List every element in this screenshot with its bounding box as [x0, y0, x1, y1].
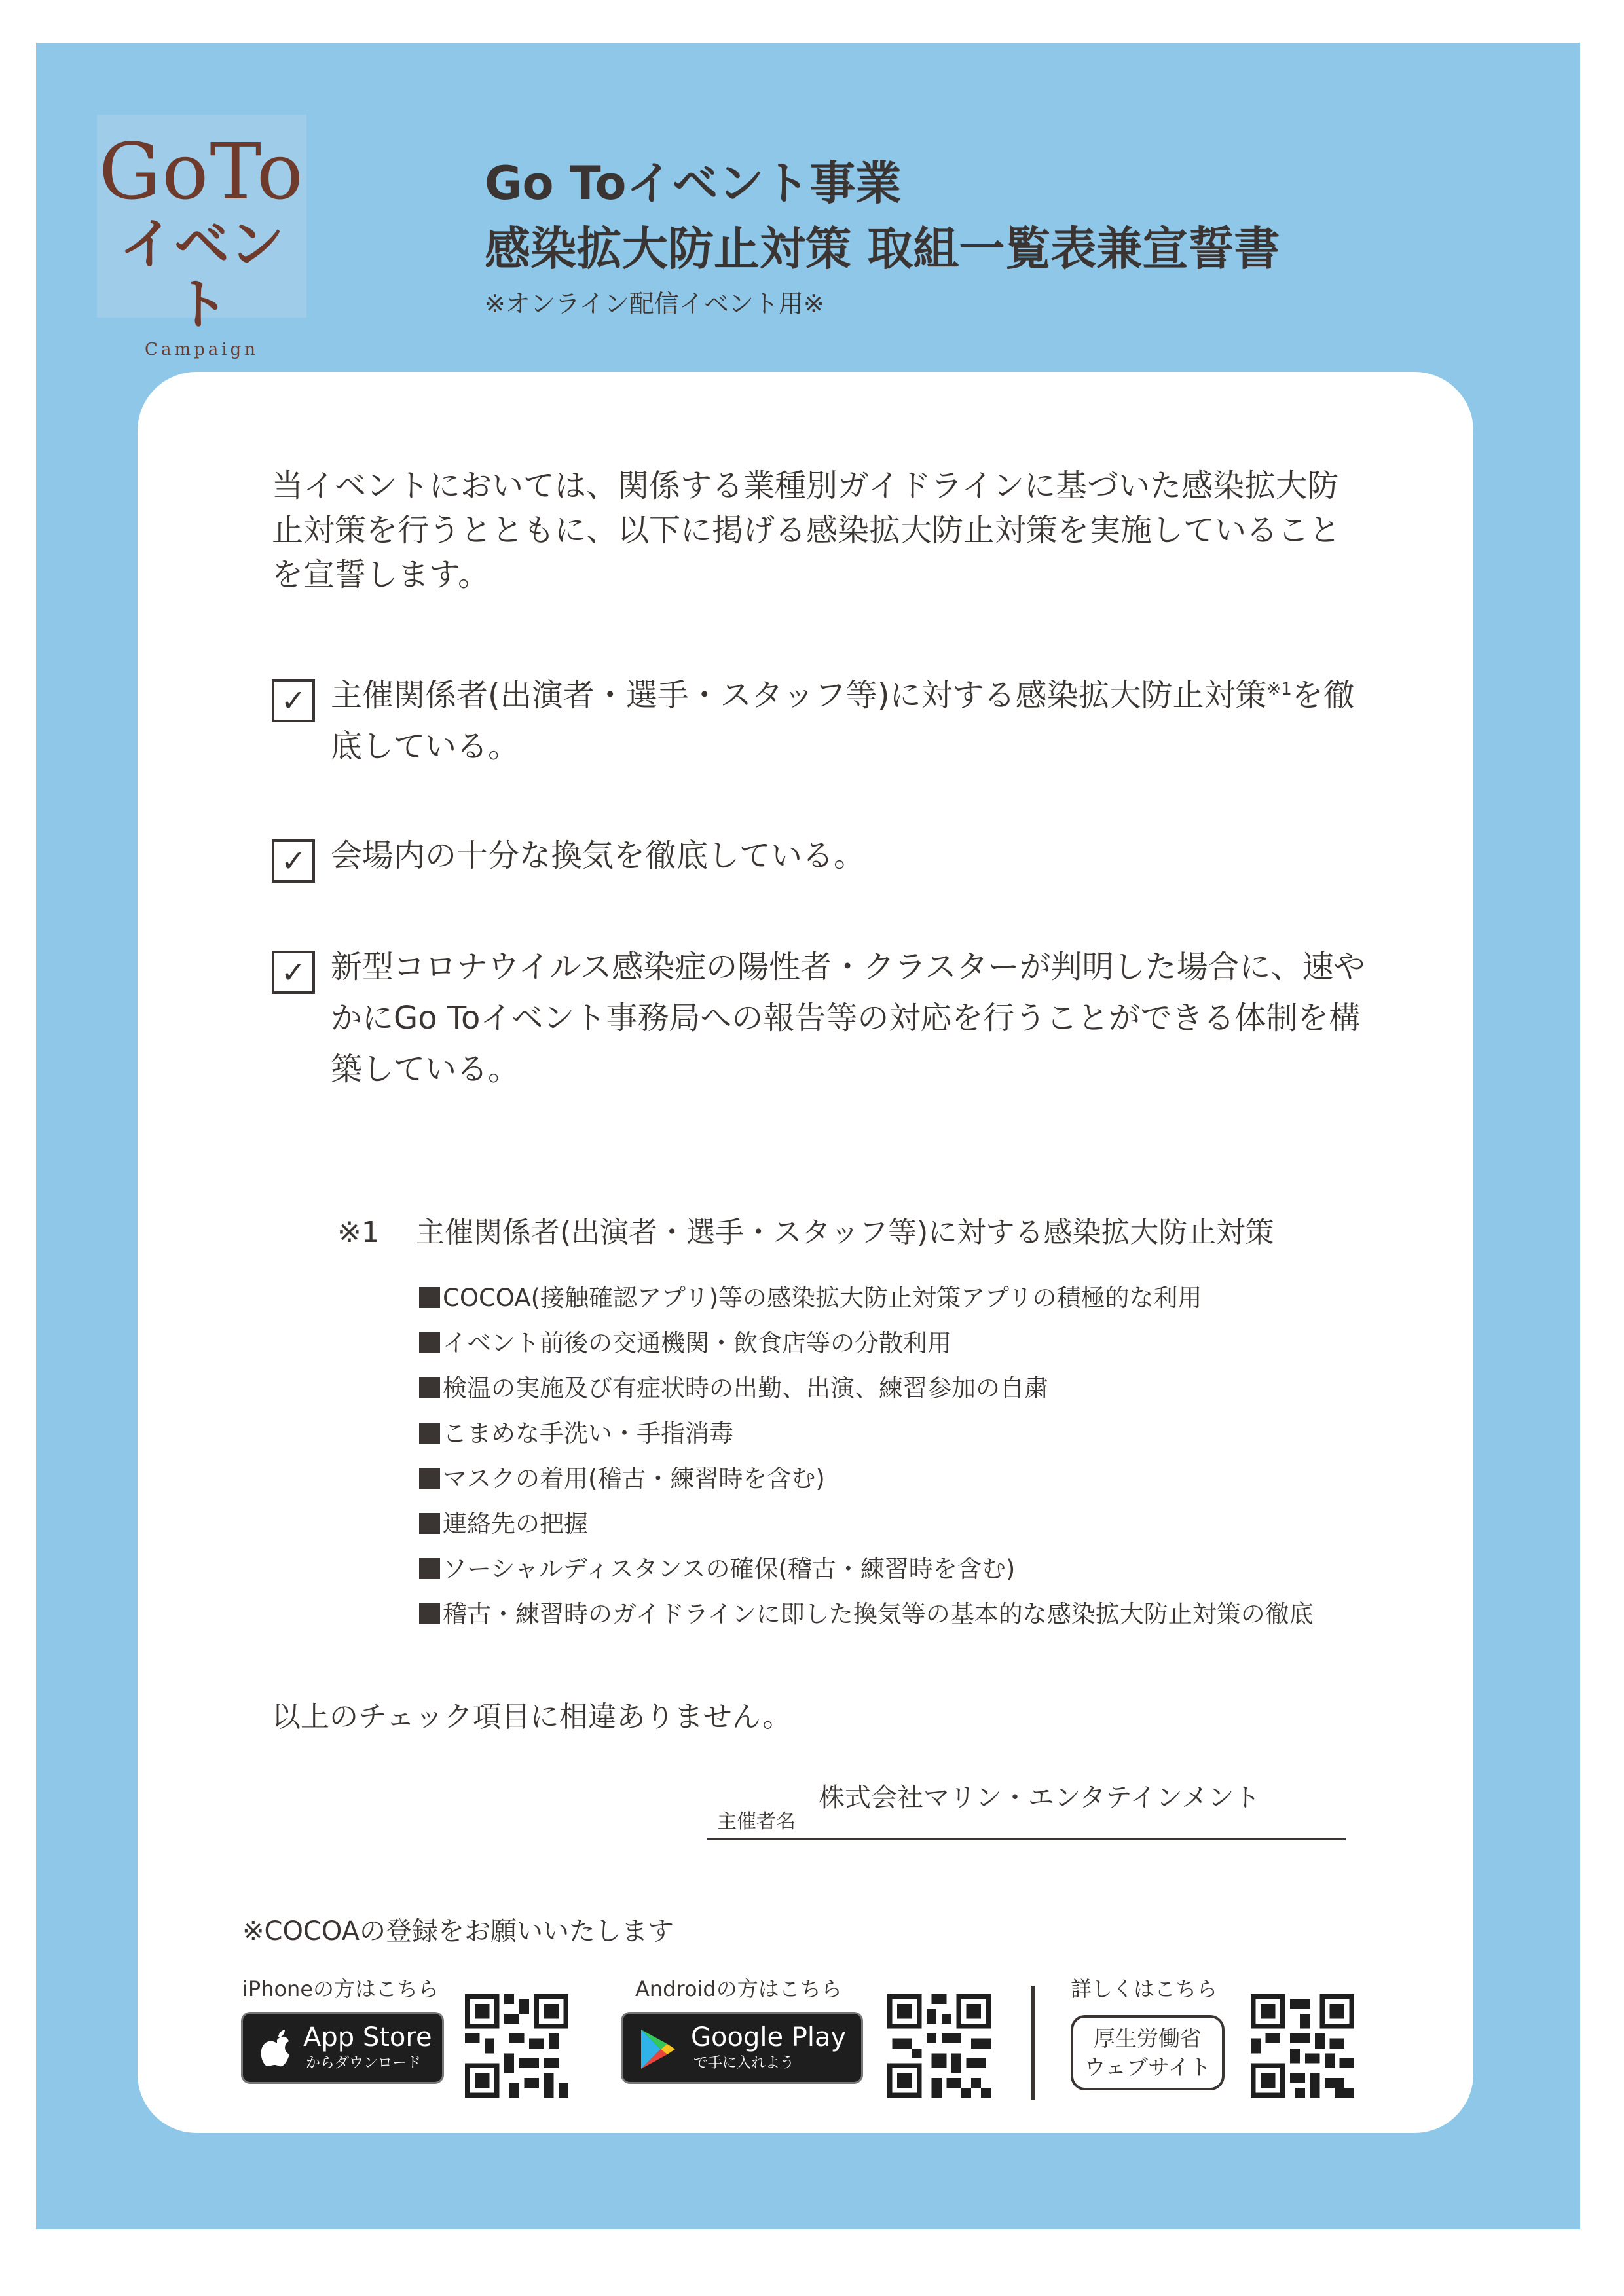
android-label: Androidの方はこちら — [635, 1977, 842, 2001]
logo-text-campaign: Campaign — [145, 340, 259, 359]
footnote-title: 主催関係者(出演者・選手・スタッフ等)に対する感染拡大防止対策 — [416, 1216, 1274, 1249]
footnote-heading — [337, 1213, 1274, 1252]
intro-text: 当イベントにおいては、関係する業種別ガイドラインに基づいた感染拡大防止対策を行うとともに、以下に掲げる感染拡大防止対策を実施していることを宣誓します。 — [272, 467, 1341, 593]
sponsor-name: 株式会社マリン・エンタテインメント — [819, 1783, 1261, 1813]
mhlw-line-2: ウェブサイト — [1084, 2054, 1211, 2080]
qr-code-icon[interactable] — [887, 1994, 991, 2098]
sponsor-label: 主催者名 — [717, 1810, 796, 1833]
checklist-item-text — [331, 670, 1385, 772]
mhlw-website-button[interactable] — [1071, 2015, 1225, 2090]
list-item: マスクの着用(稽古・練習時を含む) — [419, 1456, 1314, 1501]
content-card — [138, 372, 1473, 2133]
checkbox-checked-icon[interactable]: ✓ — [272, 951, 315, 994]
title-line-2: 感染拡大防止対策 取組一覧表兼宣誓書 — [485, 222, 1280, 276]
confirmation-text: 以上のチェック項目に相違ありません。 — [272, 1700, 792, 1734]
footnote-marker: ※1 — [1266, 680, 1292, 699]
checkbox-checked-icon[interactable]: ✓ — [272, 679, 315, 722]
list-item: 稽古・練習時のガイドラインに即した換気等の基本的な感染拡大防止対策の徹底 — [419, 1592, 1314, 1637]
footnote-mark: ※1 — [337, 1216, 380, 1249]
app-store-badge[interactable] — [241, 2012, 444, 2084]
list-item: 検温の実施及び有症状時の出勤、出演、練習参加の自粛 — [419, 1366, 1314, 1411]
google-play-sub: で手に入れよう — [693, 2055, 795, 2071]
checkbox-checked-icon[interactable]: ✓ — [272, 839, 315, 883]
google-play-badge[interactable] — [621, 2012, 863, 2084]
title-line-1: Go Toイベント事業 — [485, 156, 902, 210]
logo-text-goto: GoTo — [99, 126, 304, 217]
list-item: イベント前後の交通機関・飲食店等の分散利用 — [419, 1321, 1314, 1366]
list-item: 連絡先の把握 — [419, 1501, 1314, 1546]
details-label: 詳しくはこちら — [1071, 1977, 1218, 2001]
goto-event-logo — [97, 115, 306, 359]
iphone-label: iPhoneの方はこちら — [242, 1977, 439, 2001]
list-item: COCOA(接触確認アプリ)等の感染拡大防止対策アプリの積極的な利用 — [419, 1275, 1314, 1321]
signature-line — [707, 1838, 1346, 1840]
checklist-item-2 — [272, 830, 1385, 881]
checklist-item-1 — [272, 670, 1385, 772]
document-title — [485, 151, 1280, 322]
checklist-text-part: 主催関係者(出演者・選手・スタッフ等)に対する感染拡大防止対策 — [331, 677, 1267, 714]
section-divider — [1031, 1986, 1035, 2100]
mhlw-line-1: 厚生労働省 — [1094, 2026, 1202, 2051]
google-play-icon — [638, 2028, 678, 2070]
qr-code-icon[interactable] — [1251, 1994, 1354, 2098]
logo-text-event: イベント — [119, 212, 284, 337]
list-item: ソーシャルディスタンスの確保(稽古・練習時を含む) — [419, 1546, 1314, 1592]
apple-icon — [259, 2028, 295, 2070]
checklist-item-text: 新型コロナウイルス感染症の陽性者・クラスターが判明した場合に、速やかにGo Toイベント事務局への報告等の対応を行うことができる体制を構築している。 — [331, 949, 1365, 1087]
qr-code-icon[interactable] — [465, 1994, 568, 2098]
app-store-sub: からダウンロード — [306, 2055, 422, 2071]
checklist-item-text: 会場内の十分な換気を徹底している。 — [331, 837, 866, 874]
google-play-name: Google Play — [691, 2022, 847, 2052]
footnote-list — [419, 1275, 1314, 1637]
cocoa-registration-note: ※COCOAの登録をお願いいたします — [242, 1916, 674, 1946]
checklist-item-3 — [272, 941, 1385, 1095]
app-store-name: App Store — [303, 2022, 432, 2052]
list-item: こまめな手洗い・手指消毒 — [419, 1411, 1314, 1456]
title-subtitle: ※オンライン配信イベント用※ — [485, 289, 824, 318]
checklist-text-part: を徹底している。 — [331, 677, 1355, 765]
